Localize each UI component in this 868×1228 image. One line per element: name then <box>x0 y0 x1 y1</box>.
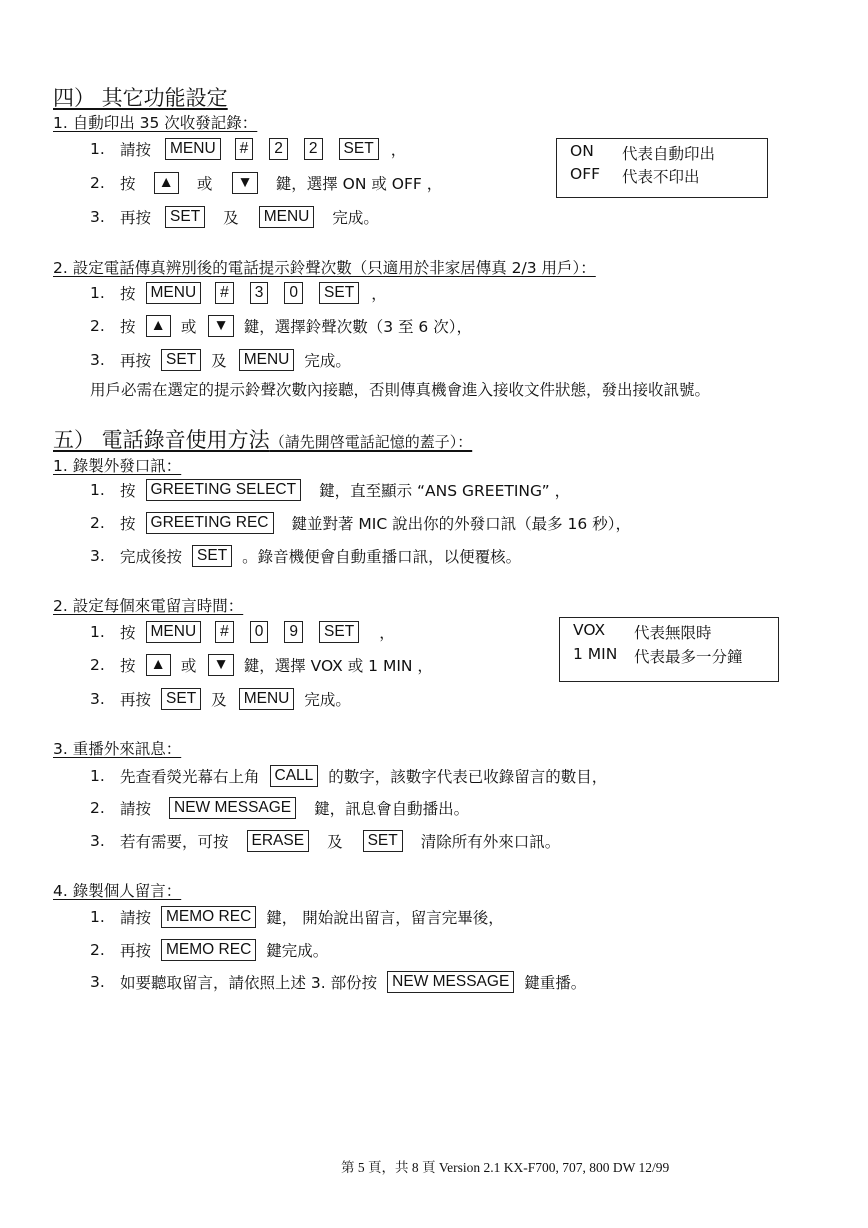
new-message-key: NEW MESSAGE <box>387 971 514 993</box>
hash-key: # <box>215 282 234 304</box>
menu-key: MENU <box>259 206 315 228</box>
step-text: 再按 <box>120 352 152 370</box>
option-note-box <box>556 138 768 198</box>
step-row <box>90 349 351 371</box>
step-text: 按 <box>120 657 136 675</box>
call-key: CALL <box>270 765 319 787</box>
step-number: 2. <box>90 941 105 959</box>
set-key: SET <box>192 545 232 567</box>
step-row <box>90 282 387 304</box>
step-text: 及 <box>223 209 239 227</box>
hash-key: # <box>215 621 234 643</box>
step-row <box>90 479 570 501</box>
note-value: 代表最多一分鐘 <box>634 648 743 666</box>
step-number: 1. <box>90 140 105 158</box>
note-key: OFF <box>570 165 601 183</box>
note-key: ON <box>570 142 594 160</box>
step-text: 如要聽取留言，請依照上述 3. 部份按 <box>120 974 378 992</box>
step-text: 若有需要，可按 <box>120 833 229 851</box>
step-text: 按 <box>120 175 136 193</box>
item-heading: 2. 設定電話傳真辨別後的電話提示鈴聲次數（只適用於非家居傳真 2/3 用戶）： <box>53 259 596 277</box>
set-key: SET <box>339 138 379 160</box>
step-number: 2. <box>90 799 105 817</box>
hash-key: # <box>235 138 254 160</box>
step-row <box>90 797 469 819</box>
digit-key: 9 <box>284 621 303 643</box>
greeting-rec-key: GREETING REC <box>146 512 274 534</box>
step-text: 完成。 <box>304 352 351 370</box>
down-arrow-key: ▼ <box>232 172 257 194</box>
menu-key: MENU <box>146 621 202 643</box>
step-text: 按 <box>120 318 136 336</box>
up-arrow-key: ▲ <box>146 315 171 337</box>
step-text: 或 <box>180 318 197 336</box>
step-number: 2. <box>90 174 105 192</box>
step-row <box>90 315 472 337</box>
up-arrow-key: ▲ <box>146 654 171 676</box>
step-text: ， <box>371 285 387 303</box>
step-row <box>90 939 328 961</box>
step-text: 及 <box>327 833 343 851</box>
memo-rec-key: MEMO REC <box>161 906 256 928</box>
step-row <box>90 138 406 160</box>
menu-key: MENU <box>146 282 202 304</box>
step-number: 2. <box>90 317 105 335</box>
step-text: 鍵，選擇 VOX 或 1 MIN ， <box>243 657 433 675</box>
step-number: 2. <box>90 656 105 674</box>
item-heading: 4. 錄製個人留言： <box>53 882 182 900</box>
memo-rec-key: MEMO REC <box>161 939 256 961</box>
step-text: 鍵，選擇 ON 或 OFF ， <box>275 175 443 193</box>
step-text: 鍵，直至顯示 “ANS GREETING” ， <box>319 482 571 500</box>
item-heading: 1. 錄製外發口訊： <box>53 457 182 475</box>
step-text: 請按 <box>120 141 152 159</box>
greeting-select-key: GREETING SELECT <box>146 479 302 501</box>
step-number: 1. <box>90 908 105 926</box>
step-row <box>90 971 586 993</box>
step-row <box>90 688 351 710</box>
item-heading: 2. 設定每個來電留言時間： <box>53 597 244 615</box>
step-text: 鍵並對著 MIC 說出你的外發口訊（最多 16 秒）， <box>291 515 631 533</box>
step-number: 3. <box>90 832 105 850</box>
step-text: 或 <box>196 175 213 193</box>
item-heading: 1. 自動印出 35 次收發記錄： <box>53 114 258 132</box>
step-text: 完成。 <box>332 209 379 227</box>
set-key: SET <box>319 282 359 304</box>
down-arrow-key: ▼ <box>208 315 233 337</box>
step-text: 及 <box>211 352 227 370</box>
step-row <box>90 906 504 928</box>
digit-key: 0 <box>250 621 269 643</box>
step-text: ， <box>379 624 395 642</box>
step-number: 3. <box>90 547 105 565</box>
section-5-title-text: 五） 電話錄音使用方法 <box>53 428 270 452</box>
note-key: VOX <box>573 621 606 639</box>
step-text: ， <box>390 141 407 159</box>
step-text: 鍵，訊息會自動播出。 <box>314 800 470 818</box>
remark-text: 用戶必需在選定的提示鈴聲次數內接聽，否則傳真機會進入接收文件狀態，發出接收訊號。 <box>90 381 711 399</box>
step-text: 按 <box>120 515 136 533</box>
set-key: SET <box>363 830 403 852</box>
section-5-title <box>53 424 472 454</box>
note-key: 1 MIN <box>573 645 618 663</box>
step-text: 再按 <box>120 209 152 227</box>
step-number: 1. <box>90 623 105 641</box>
digit-key: 2 <box>269 138 288 160</box>
step-text: 鍵，選擇鈴聲次數（3 至 6 次）， <box>243 318 472 336</box>
step-text: 再按 <box>120 691 152 709</box>
step-number: 1. <box>90 481 105 499</box>
option-note-box <box>559 617 779 682</box>
step-text: 鍵重播。 <box>524 974 587 992</box>
step-row <box>90 545 521 567</box>
step-row <box>90 512 631 534</box>
step-text: 完成。 <box>304 691 351 709</box>
step-text: 按 <box>120 285 136 303</box>
menu-key: MENU <box>165 138 221 160</box>
note-value: 代表自動印出 <box>622 145 716 163</box>
menu-key: MENU <box>239 688 295 710</box>
step-number: 2. <box>90 514 105 532</box>
step-row <box>90 206 379 228</box>
step-text: 完成後按 <box>120 548 183 566</box>
step-row <box>90 621 395 643</box>
step-number: 3. <box>90 208 105 226</box>
step-number: 3. <box>90 351 105 369</box>
step-text: 再按 <box>120 942 152 960</box>
step-text: 清除所有外來口訊。 <box>420 833 561 851</box>
step-row <box>90 830 560 852</box>
step-number: 1. <box>90 284 105 302</box>
step-number: 3. <box>90 690 105 708</box>
menu-key: MENU <box>239 349 295 371</box>
step-row <box>90 765 607 787</box>
step-text: 鍵完成。 <box>266 942 329 960</box>
step-text: 或 <box>180 657 197 675</box>
step-text: 先查看熒光幕右上角 <box>120 768 260 786</box>
set-key: SET <box>161 688 201 710</box>
step-text: 及 <box>211 691 227 709</box>
set-key: SET <box>165 206 205 228</box>
digit-key: 3 <box>250 282 269 304</box>
section-5-subtitle: （請先開啓電話記憶的蓋子）： <box>269 433 473 451</box>
step-text: 請按 <box>120 909 152 927</box>
digit-key: 0 <box>284 282 303 304</box>
note-value: 代表無限時 <box>634 624 712 642</box>
page-footer: 第 5 頁，共 8 頁 Version 2.1 KX-F700, 707, 800 DW 12/99 <box>341 1160 670 1175</box>
erase-key: ERASE <box>247 830 310 852</box>
step-row <box>90 654 433 676</box>
step-text: 鍵， 開始說出留言，留言完畢後， <box>266 909 504 927</box>
step-text: 請按 <box>120 800 152 818</box>
step-text: 按 <box>120 624 136 642</box>
step-row <box>90 172 442 194</box>
step-text: 。錄音機便會自動重播口訊，以便覆核。 <box>242 548 522 566</box>
step-text: 的數字，該數字代表已收錄留言的數目， <box>328 768 608 786</box>
section-4-title: 四） 其它功能設定 <box>53 86 228 110</box>
item-heading: 3. 重播外來訊息： <box>53 740 182 758</box>
new-message-key: NEW MESSAGE <box>169 797 296 819</box>
step-text: 按 <box>120 482 136 500</box>
step-number: 3. <box>90 973 105 991</box>
set-key: SET <box>161 349 201 371</box>
set-key: SET <box>319 621 359 643</box>
note-value: 代表不印出 <box>622 168 700 186</box>
down-arrow-key: ▼ <box>208 654 233 676</box>
digit-key: 2 <box>304 138 323 160</box>
up-arrow-key: ▲ <box>154 172 179 194</box>
step-number: 1. <box>90 767 105 785</box>
